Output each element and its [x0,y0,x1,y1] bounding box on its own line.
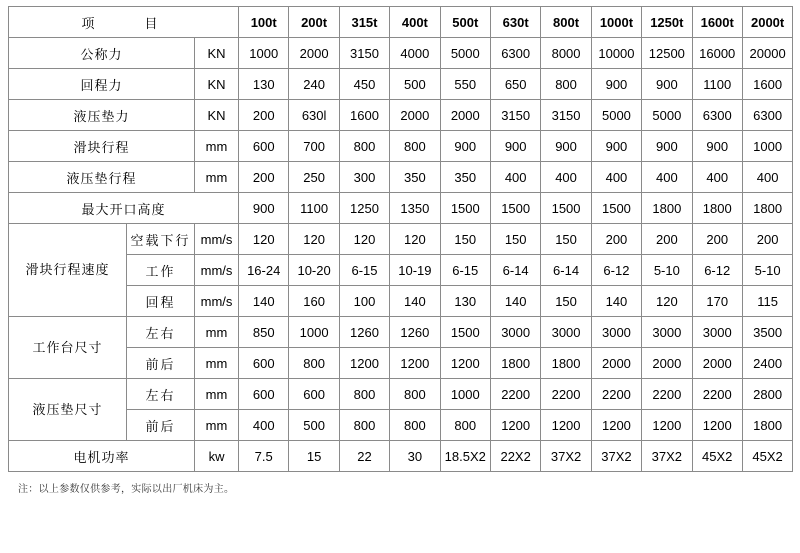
cell: 3000 [642,317,692,348]
table-row [9,286,793,317]
cell: 1200 [490,410,540,441]
cell: 5-10 [742,255,792,286]
cell: 250 [289,162,339,193]
cell: 37X2 [642,441,692,472]
cell: 115 [742,286,792,317]
row-unit: mm/s [195,255,239,286]
cell: 800 [541,69,591,100]
specification-table [8,6,793,472]
cell: 1000 [289,317,339,348]
row-unit: mm [195,348,239,379]
row-unit: mm [195,131,239,162]
cell: 3000 [490,317,540,348]
cell: 130 [239,69,289,100]
cell: 16000 [692,38,742,69]
cell: 800 [339,410,389,441]
table-row [9,193,793,224]
table-row [9,348,793,379]
cell: 350 [440,162,490,193]
cell: 600 [239,348,289,379]
cell: 800 [289,348,339,379]
table-row [9,38,793,69]
table-row [9,224,793,255]
table-row [9,410,793,441]
cell: 900 [541,131,591,162]
row-label: 滑块行程 [9,131,195,162]
cell: 4000 [390,38,440,69]
cell: 630l [289,100,339,131]
cell: 150 [440,224,490,255]
cell: 150 [541,286,591,317]
cell: 7.5 [239,441,289,472]
cell: 120 [642,286,692,317]
cell: 37X2 [541,441,591,472]
cell: 15 [289,441,339,472]
row-unit: mm [195,162,239,193]
table-row [9,255,793,286]
cell: 130 [440,286,490,317]
cell: 6-15 [440,255,490,286]
cell: 2400 [742,348,792,379]
row-label: 液压垫行程 [9,162,195,193]
sub-label: 左右 [127,317,195,348]
row-unit: KN [195,38,239,69]
cell: 200 [591,224,641,255]
cell: 900 [642,69,692,100]
cell: 400 [742,162,792,193]
cell: 1000 [440,379,490,410]
cell: 1200 [440,348,490,379]
cell: 5-10 [642,255,692,286]
cell: 400 [591,162,641,193]
cell: 700 [289,131,339,162]
cell: 3500 [742,317,792,348]
cell: 1800 [692,193,742,224]
cell: 1800 [490,348,540,379]
header-model-7: 1000t [591,7,641,38]
header-model-4: 500t [440,7,490,38]
cell: 6-12 [591,255,641,286]
table-row [9,379,793,410]
cell: 550 [440,69,490,100]
cell: 1800 [742,193,792,224]
cell: 2200 [591,379,641,410]
cell: 150 [541,224,591,255]
row-unit: mm [195,317,239,348]
cell: 2200 [642,379,692,410]
cell: 160 [289,286,339,317]
cell: 2000 [440,100,490,131]
sub-label: 左右 [127,379,195,410]
cell: 600 [239,131,289,162]
header-model-8: 1250t [642,7,692,38]
header-item-label: 项 目 [9,7,239,38]
cell: 30 [390,441,440,472]
row-unit: mm [195,410,239,441]
cell: 1500 [440,193,490,224]
cell: 350 [390,162,440,193]
sub-label: 回程 [127,286,195,317]
cell: 1500 [591,193,641,224]
cell: 600 [289,379,339,410]
cell: 800 [390,410,440,441]
header-model-0: 100t [239,7,289,38]
header-model-9: 1600t [692,7,742,38]
cell: 1200 [541,410,591,441]
cell: 1200 [591,410,641,441]
cell: 150 [490,224,540,255]
cell: 10-19 [390,255,440,286]
cell: 1000 [239,38,289,69]
cell: 120 [239,224,289,255]
row-label: 电机功率 [9,441,195,472]
cell: 2000 [390,100,440,131]
cell: 1260 [339,317,389,348]
cell: 240 [289,69,339,100]
row-unit: KN [195,100,239,131]
cell: 200 [742,224,792,255]
cell: 1250 [339,193,389,224]
cell: 170 [692,286,742,317]
cell: 6-14 [490,255,540,286]
cell: 300 [339,162,389,193]
cell: 850 [239,317,289,348]
cell: 2200 [541,379,591,410]
row-unit: mm [195,379,239,410]
cell: 900 [642,131,692,162]
table-row [9,69,793,100]
cell: 3000 [591,317,641,348]
cell: 800 [390,379,440,410]
row-label: 回程力 [9,69,195,100]
table-row [9,100,793,131]
row-label: 公称力 [9,38,195,69]
cell: 10000 [591,38,641,69]
cell: 1260 [390,317,440,348]
row-label: 最大开口高度 [9,193,239,224]
cell: 500 [289,410,339,441]
cell: 140 [239,286,289,317]
cell: 120 [339,224,389,255]
cell: 2000 [289,38,339,69]
cell: 8000 [541,38,591,69]
cell: 1200 [390,348,440,379]
cell: 200 [239,162,289,193]
header-model-10: 2000t [742,7,792,38]
header-model-1: 200t [289,7,339,38]
sub-label: 前后 [127,410,195,441]
cell: 140 [390,286,440,317]
cell: 800 [339,131,389,162]
table-row [9,162,793,193]
cell: 2000 [642,348,692,379]
header-model-5: 630t [490,7,540,38]
cell: 1100 [692,69,742,100]
cell: 1800 [642,193,692,224]
row-unit: mm/s [195,286,239,317]
cell: 900 [692,131,742,162]
cell: 3150 [490,100,540,131]
row-unit: KN [195,69,239,100]
group-label: 工作台尺寸 [9,317,127,379]
cell: 650 [490,69,540,100]
cell: 6300 [692,100,742,131]
cell: 400 [239,410,289,441]
cell: 2200 [490,379,540,410]
cell: 3150 [339,38,389,69]
cell: 3000 [692,317,742,348]
cell: 1000 [742,131,792,162]
cell: 400 [490,162,540,193]
footnote: 注：以上参数仅供参考，实际以出厂机床为主。 [18,484,235,495]
cell: 400 [642,162,692,193]
cell: 800 [339,379,389,410]
sub-label: 空载下行 [127,224,195,255]
cell: 6-14 [541,255,591,286]
cell: 400 [541,162,591,193]
cell: 900 [239,193,289,224]
cell: 22X2 [490,441,540,472]
cell: 900 [591,131,641,162]
cell: 6300 [490,38,540,69]
cell: 600 [239,379,289,410]
cell: 500 [390,69,440,100]
table-header-row [9,7,793,38]
row-unit: kw [195,441,239,472]
cell: 6-15 [339,255,389,286]
cell: 1200 [642,410,692,441]
cell: 200 [692,224,742,255]
table-row [9,131,793,162]
cell: 45X2 [742,441,792,472]
cell: 3000 [541,317,591,348]
cell: 1350 [390,193,440,224]
header-model-3: 400t [390,7,440,38]
cell: 400 [692,162,742,193]
cell: 100 [339,286,389,317]
table-row [9,441,793,472]
cell: 1500 [440,317,490,348]
cell: 2200 [692,379,742,410]
table-row [9,317,793,348]
cell: 45X2 [692,441,742,472]
cell: 37X2 [591,441,641,472]
cell: 20000 [742,38,792,69]
row-label: 液压垫力 [9,100,195,131]
cell: 450 [339,69,389,100]
cell: 22 [339,441,389,472]
cell: 5000 [591,100,641,131]
cell: 800 [390,131,440,162]
cell: 6-12 [692,255,742,286]
cell: 2000 [591,348,641,379]
sub-label: 工作 [127,255,195,286]
cell: 5000 [642,100,692,131]
row-unit: mm/s [195,224,239,255]
cell: 1500 [541,193,591,224]
cell: 2800 [742,379,792,410]
sub-label: 前后 [127,348,195,379]
cell: 1600 [339,100,389,131]
cell: 3150 [541,100,591,131]
header-model-2: 315t [339,7,389,38]
cell: 1800 [742,410,792,441]
cell: 140 [591,286,641,317]
cell: 900 [440,131,490,162]
group-label: 液压垫尺寸 [9,379,127,441]
cell: 5000 [440,38,490,69]
header-model-6: 800t [541,7,591,38]
cell: 200 [239,100,289,131]
cell: 12500 [642,38,692,69]
cell: 1100 [289,193,339,224]
cell: 800 [440,410,490,441]
cell: 900 [591,69,641,100]
group-label: 滑块行程速度 [9,224,127,317]
cell: 1600 [742,69,792,100]
cell: 200 [642,224,692,255]
cell: 1800 [541,348,591,379]
cell: 1200 [339,348,389,379]
cell: 18.5X2 [440,441,490,472]
cell: 2000 [692,348,742,379]
cell: 120 [390,224,440,255]
cell: 140 [490,286,540,317]
cell: 6300 [742,100,792,131]
cell: 1200 [692,410,742,441]
cell: 1500 [490,193,540,224]
cell: 900 [490,131,540,162]
cell: 16-24 [239,255,289,286]
cell: 120 [289,224,339,255]
cell: 10-20 [289,255,339,286]
